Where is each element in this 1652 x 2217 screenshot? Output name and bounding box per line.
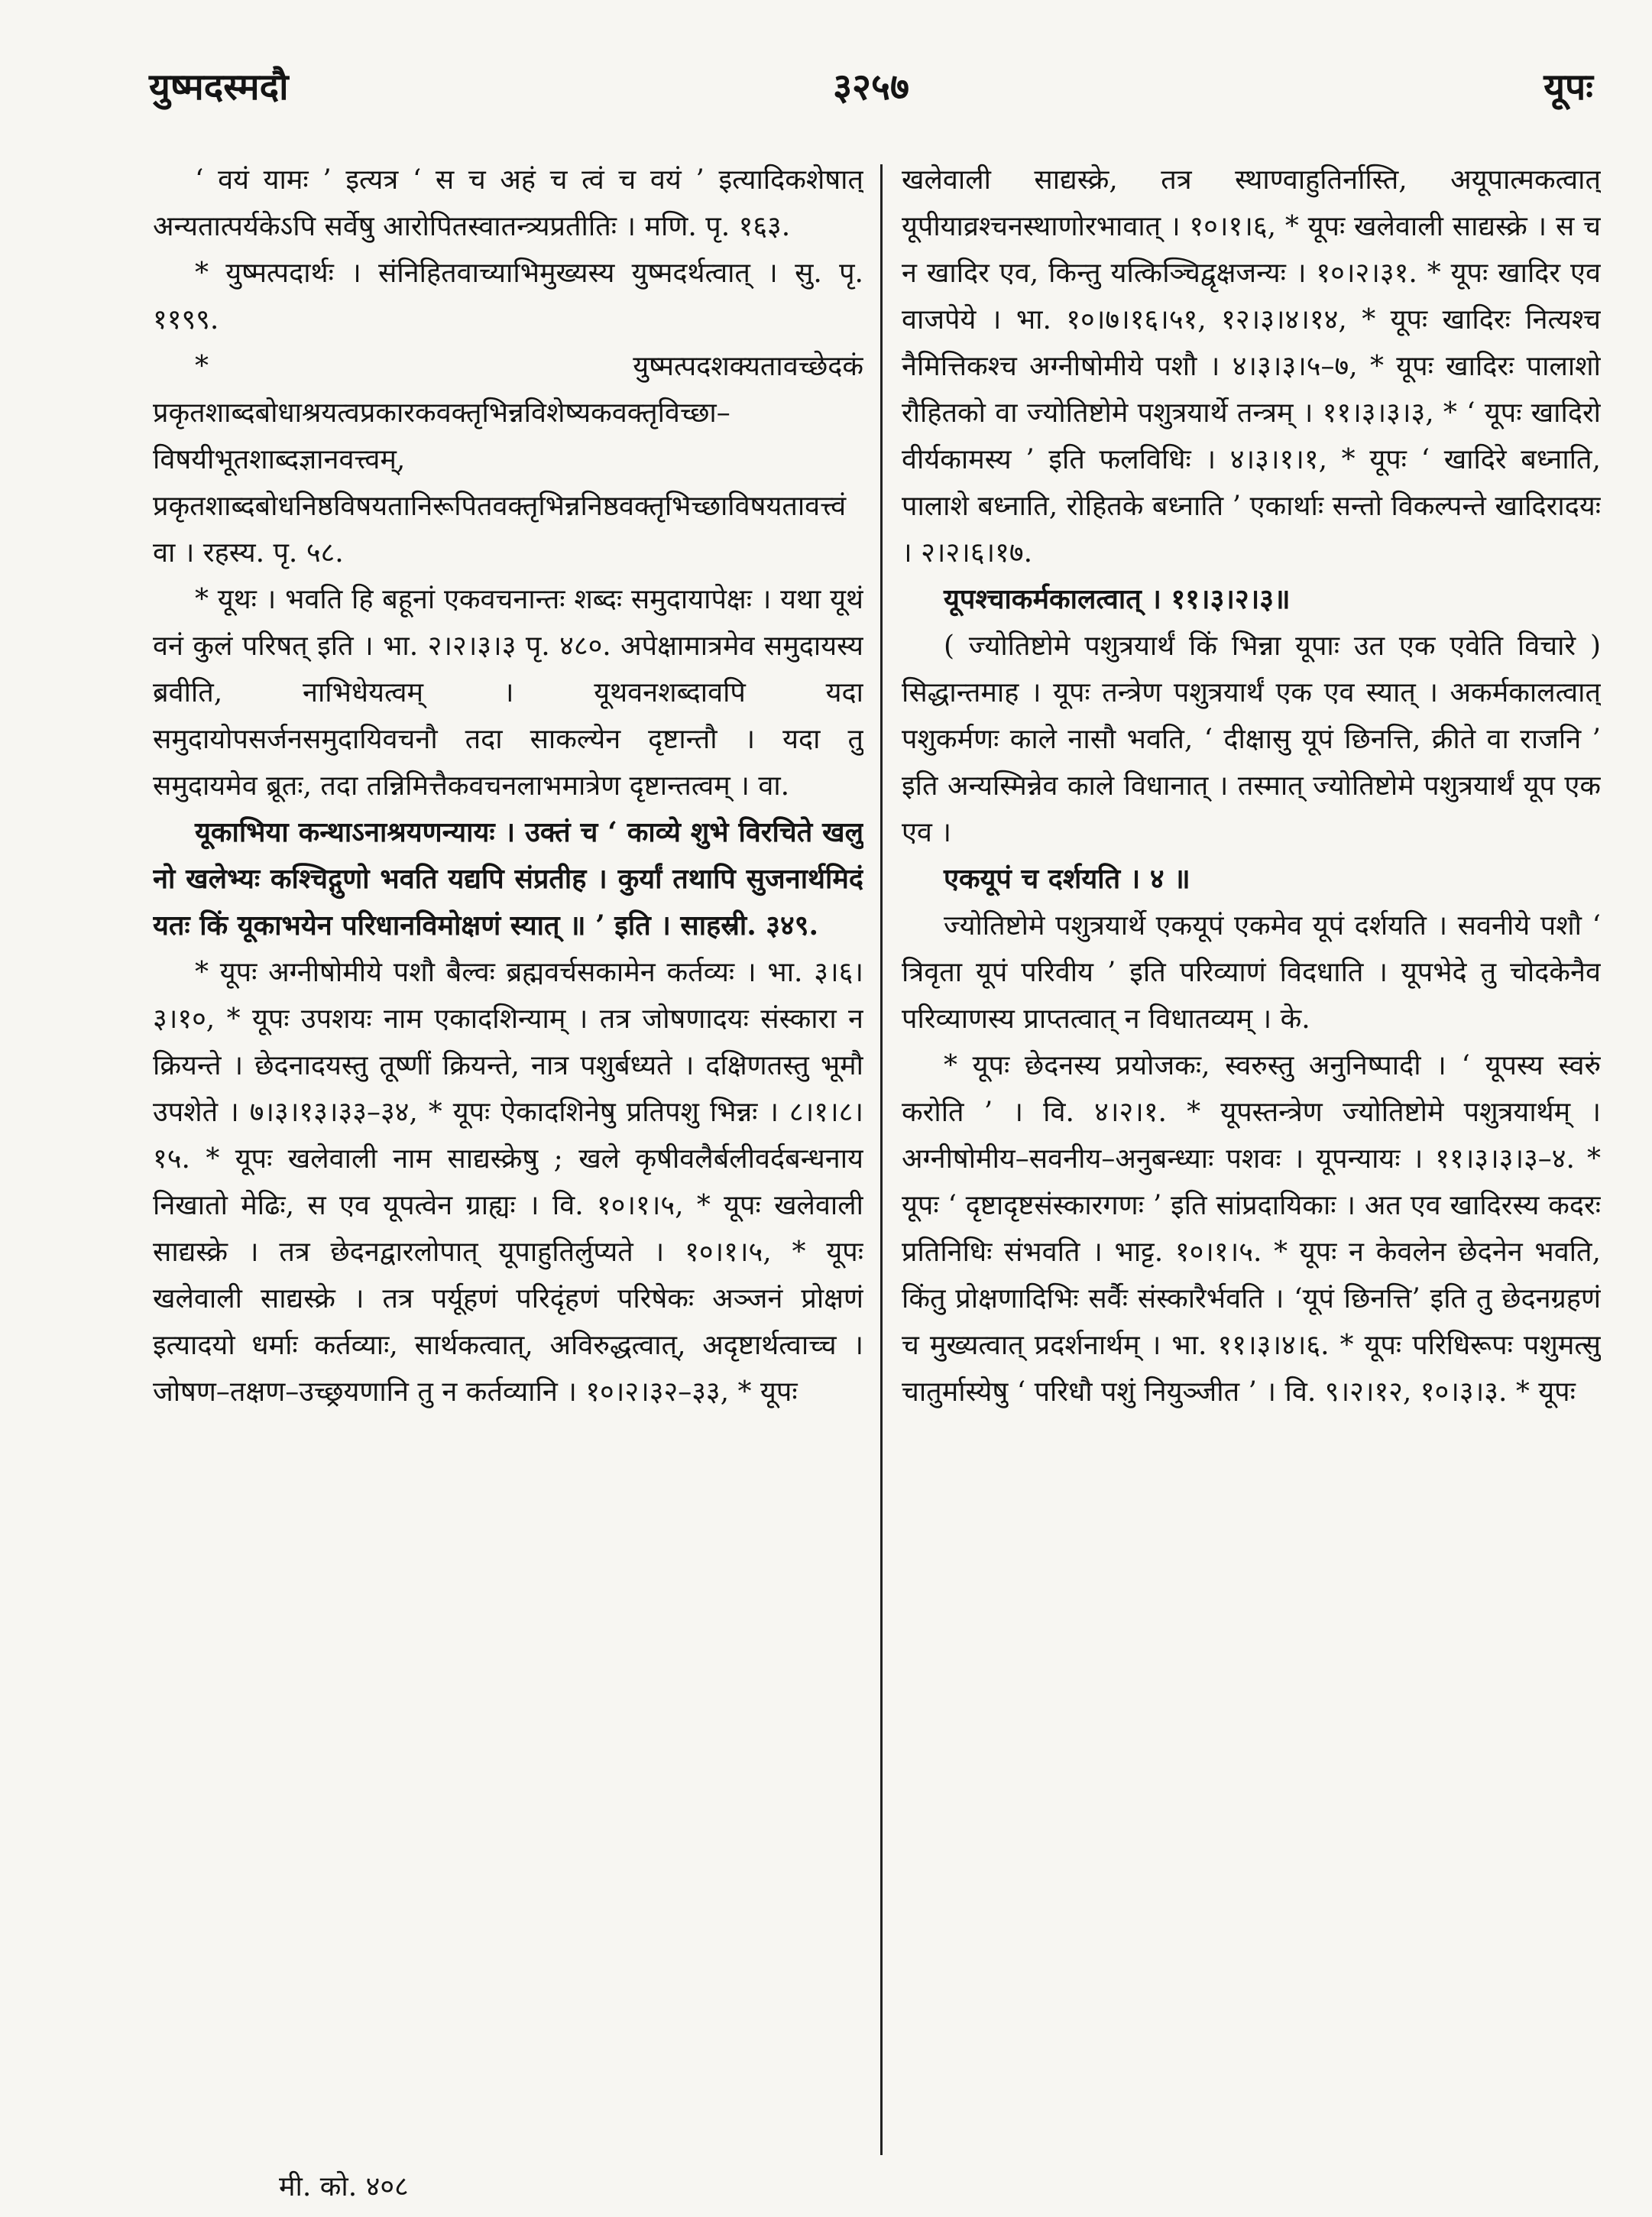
left-para-6: * यूपः अग्नीषोमीये पशौ बैल्वः ब्रह्मवर्चसकामेन कर्तव्यः । भा. ३।६।३।१०, * यूपः उपशयः नाम एकादशिन्याम् । तत्र जोषणादयः संस्कारा न क्रियन्ते । छेदनादयस्तु तूष्णीं क्रियन्ते, नात्र पशुर्बध्यते । दक्षिणतस्तु भूमौ उपशेते । ७।३।१३।३३–३४, * यूपः ऐकादशिनेषु प्रतिपशु भिन्नः । ८।१।८।१५. * यूपः खलेवाली नाम साद्यस्क्रेषु ; खले कृषीवलैर्बलीवर्दबन्धनाय निखातो मेढिः, स एव यूपत्वेन ग्राह्यः । वि. १०।१।५, * यूपः खलेवाली साद्यस्क्रे । तत्र छेदनद्वारलोपात् यूपाहुतिर्लुप्यते । १०।१।५, * यूपः खलेवाली साद्यस्क्रे । तत्र पर्यूहणं परिदृंहणं परिषेकः अञ्जनं प्रोक्षणं इत्यादयो धर्माः कर्तव्याः, सार्थकत्वात्, अविरुद्धत्वात्, अदृष्टार्थत्वाच्च । जोषण–तक्षण–उच्छ्रयणानि तु न कर्तव्यानि । १०।२।३२–३३, * यूपः [153, 957, 863, 1408]
right-para-4: * यूपः छेदनस्य प्रयोजकः, स्वरुस्तु अनुनिष्पादी । ‘ यूपस्य स्वरुं करोति ’ । वि. ४।२।१. * यूपस्तन्त्रेण ज्योतिष्टोमे पशुत्रयार्थम् । अग्नीषोमीय–सवनीय–अनुबन्ध्याः पशवः । यूपन्यायः । ११।३।३।३–४. * यूपः ‘ दृष्टादृष्टसंस्कारगणः ’ इति सांप्रदायिकाः । अत एव खादिरस्य कदरः प्रतिनिधिः संभवति । भाट्ट. १०।१।५. * यूपः न केवलेन छेदनेन भवति, किंतु प्रोक्षणादिभिः सर्वैः संस्कारैर्भवति । ‘यूपं छिनत्ति’ इति तु छेदनग्रहणं च मुख्यत्वात् प्रदर्शनार्थम् । भा. ११।३।४।६. * यूपः परिधिरूपः पशुमत्सु चातुर्मास्येषु ‘ परिधौ पशुं नियुञ्जीत ’ । वि. ९।२।१२, १०।३।३. * यूपः [902, 1050, 1601, 1408]
left-para-3: * युष्मत्पदशक्यतावच्छेदकं प्रकृतशाब्दबोधाश्रयत्वप्रकारकवक्तृभिन्नविशेष्यकवक्तृविच्छा–विषयीभूतशाब्दज्ञानवत्त्वम्, प्रकृतशाब्दबोधनिष्ठविषयतानिरूपितवक्तृभिन्ननिष्ठवक्तृभिच्छाविषयतावत्त्वं वा । रहस्य. पृ. ५८. [153, 351, 863, 569]
right-sutra-subheading: एकयूपं च दर्शयति । ४ ॥ [944, 863, 1190, 895]
right-column [902, 157, 1601, 2151]
right-sutra-heading: यूपश्चाकर्मकालत्वात् । ११।३।२।३॥ [944, 583, 1291, 615]
page-header [149, 61, 1593, 130]
left-para-2: * युष्मत्पदार्थः । संनिहितवाच्याभिमुख्यस्य युष्मदर्थत्वात् । सु. पृ. ११९९. [153, 258, 863, 335]
column-divider [880, 164, 883, 2155]
header-left-word: युष्मदस्मदौ [149, 66, 289, 109]
left-para-1: ‘ वयं यामः ’ इत्यत्र ‘ स च अहं च त्वं च वयं ’ इत्यादिकशेषात् अन्यतात्पर्यकेऽपि सर्वेषु आरोपितस्वातन्त्र्यप्रतीतिः । मणि. पृ. १६३. [153, 164, 863, 242]
left-para-4: * यूथः । भवति हि बहूनां एकवचनान्तः शब्दः समुदायापेक्षः । यथा यूथं वनं कुलं परिषत् इति । भा. २।२।३।३ पृ. ४८०. अपेक्षामात्रमेव समुदायस्य ब्रवीति, नाभिधेयत्वम् । यूथवनशब्दावपि यदा समुदायोपसर्जनसमुदायिवचनौ तदा साकल्येन दृष्टान्तौ । यदा तु समुदायमेव ब्रूतः, तदा तन्निमित्तैकवचनलाभमात्रेण दृष्टान्तत्वम् । वा. [153, 584, 863, 802]
right-para-3: ज्योतिष्टोमे पशुत्रयार्थे एकयूपं एकमेव यूपं दर्शयति । सवनीये पशौ ‘ त्रिवृता यूपं परिवीय ’ इति परिव्याणं विदधाति । यूपभेदे तु चोदकेनैव परिव्याणस्य प्राप्तत्वात् न विधातव्यम् । के. [902, 910, 1601, 1035]
page-number: ३२५७ [833, 66, 909, 109]
right-para-1: खलेवाली साद्यस्क्रे, तत्र स्थाण्वाहुतिर्नास्ति, अयूपात्मकत्वात् यूपीयाव्रश्चनस्थाणोरभावात् । १०।१।६, * यूपः खलेवाली साद्यस्क्रे । स च न खादिर एव, किन्तु यत्किञ्चिद्वृक्षजन्यः । १०।२।३१. * यूपः खादिर एव वाजपेये । भा. १०।७।१६।५१, १२।३।४।१४, * यूपः खादिरः नित्यश्च नैमित्तिकश्च अग्नीषोमीये पशौ । ४।३।३।५–७, * यूपः खादिरः पालाशो रौहितको वा ज्योतिष्टोमे पशुत्रयार्थे तन्त्रम् । ११।३।३।३, * ‘ यूपः खादिरो वीर्यकामस्य ’ इति फलविधिः । ४।३।१।१, * यूपः ‘ खादिरे बध्नाति, पालाशे बध्नाति, रोहितके बध्नाति ’ एकार्थाः सन्तो विकल्पन्ते खादिरादयः । २।२।६।१७. [902, 164, 1601, 569]
left-column [153, 157, 863, 2151]
left-para-5: यूकाभिया कन्थाऽनाश्रयणन्यायः । उक्तं च ‘ काव्ये शुभे विरचिते खलु नो खलेभ्यः कश्चिद्गुणो भवति यद्यपि संप्रतीह । कुर्यां तथापि सुजनार्थमिदं यतः किं यूकाभयेन परिधानविमोक्षणं स्यात् ॥ ’ इति । साहस्री. ३४९. [153, 816, 863, 942]
page-footer: मी. को. ४०८ [279, 2171, 409, 2202]
header-right-word: यूपः [1543, 66, 1593, 109]
right-para-2: ( ज्योतिष्टोमे पशुत्रयार्थं किं भिन्ना यूपाः उत एक एवेति विचारे ) सिद्धान्तमाह । यूपः तन्त्रेण पशुत्रयार्थं एक एव स्यात् । अकर्मकालत्वात् पशुकर्मणः काले नासौ भवति, ‘ दीक्षासु यूपं छिनत्ति, क्रीते वा राजनि ’ इति अन्यस्मिन्नेव काले विधानात् । तस्मात् ज्योतिष्टोमे पशुत्रयार्थं यूप एक एव । [902, 630, 1601, 848]
